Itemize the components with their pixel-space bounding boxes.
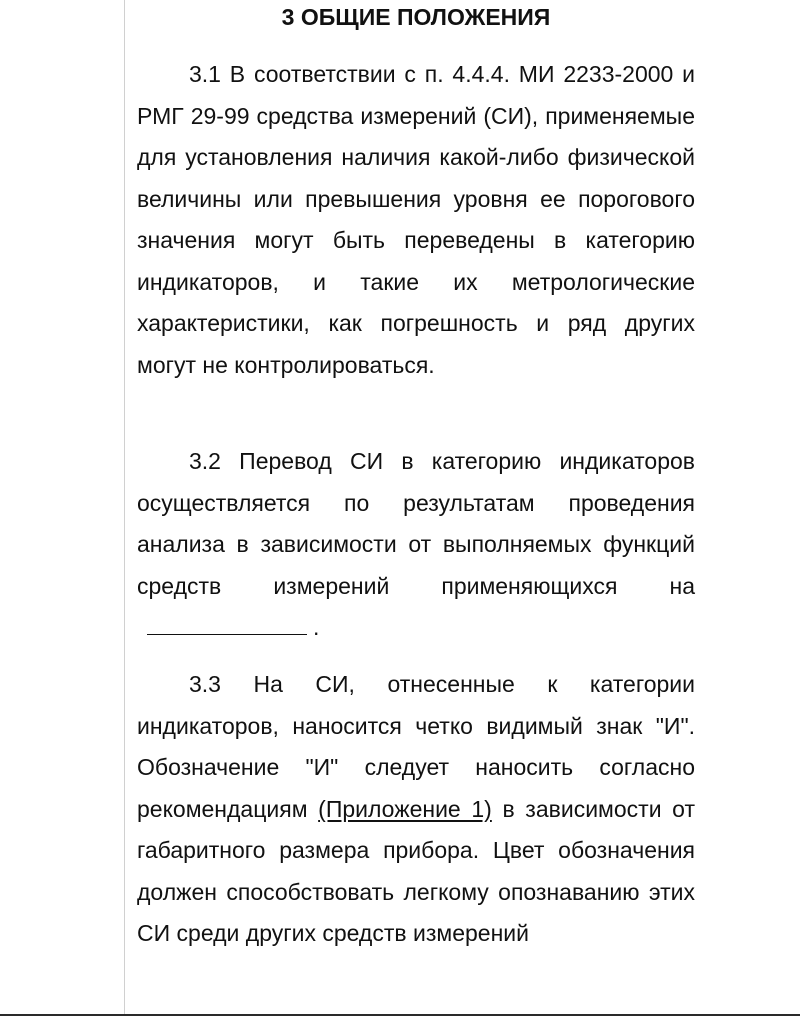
paragraph-3-3-text: 3.3 На СИ, отнесенные к категории индикаторов, наносится четко видимый знак "И". Обозначение "И" следует наносить согласно рекомендациям [137, 671, 695, 822]
paragraph-3-3-text-end: в зависимости от габаритного размера прибора. Цвет обозначения должен способствовать легкому опознаванию этих СИ среди других средств измерений [137, 795, 696, 946]
paragraph-3-2-text: 3.2 Перевод СИ в категорию индикаторов осуществляется по результатам проведения анализа в зависимости от выполняемых функций средств измерений применяющихся на [137, 448, 695, 599]
section-heading: 3 ОБЩИЕ ПОЛОЖЕНИЯ [281, 4, 551, 30]
fill-in-blank[interactable] [147, 612, 307, 635]
paragraph-3-1-text: 3.1 В соответствии с п. 4.4.4. МИ 2233-2000 и РМГ 29-99 средства измерений (СИ), применяемые для установления наличия какой-либо физической величины или превышения уровня ее порогового значения могут быть переведены в категорию индикаторов, и такие их метрологические характеристики, как погрешность и ряд других могут не контролироваться. [137, 61, 695, 378]
paragraph-3-2 [137, 441, 695, 649]
page-margin-line [124, 0, 125, 1016]
paragraph-3-2-end: . [313, 614, 320, 640]
appendix-1-link[interactable]: (Приложение 1) [318, 795, 492, 822]
paragraph-3-1 [137, 54, 695, 386]
paragraph-3-3 [137, 664, 695, 955]
